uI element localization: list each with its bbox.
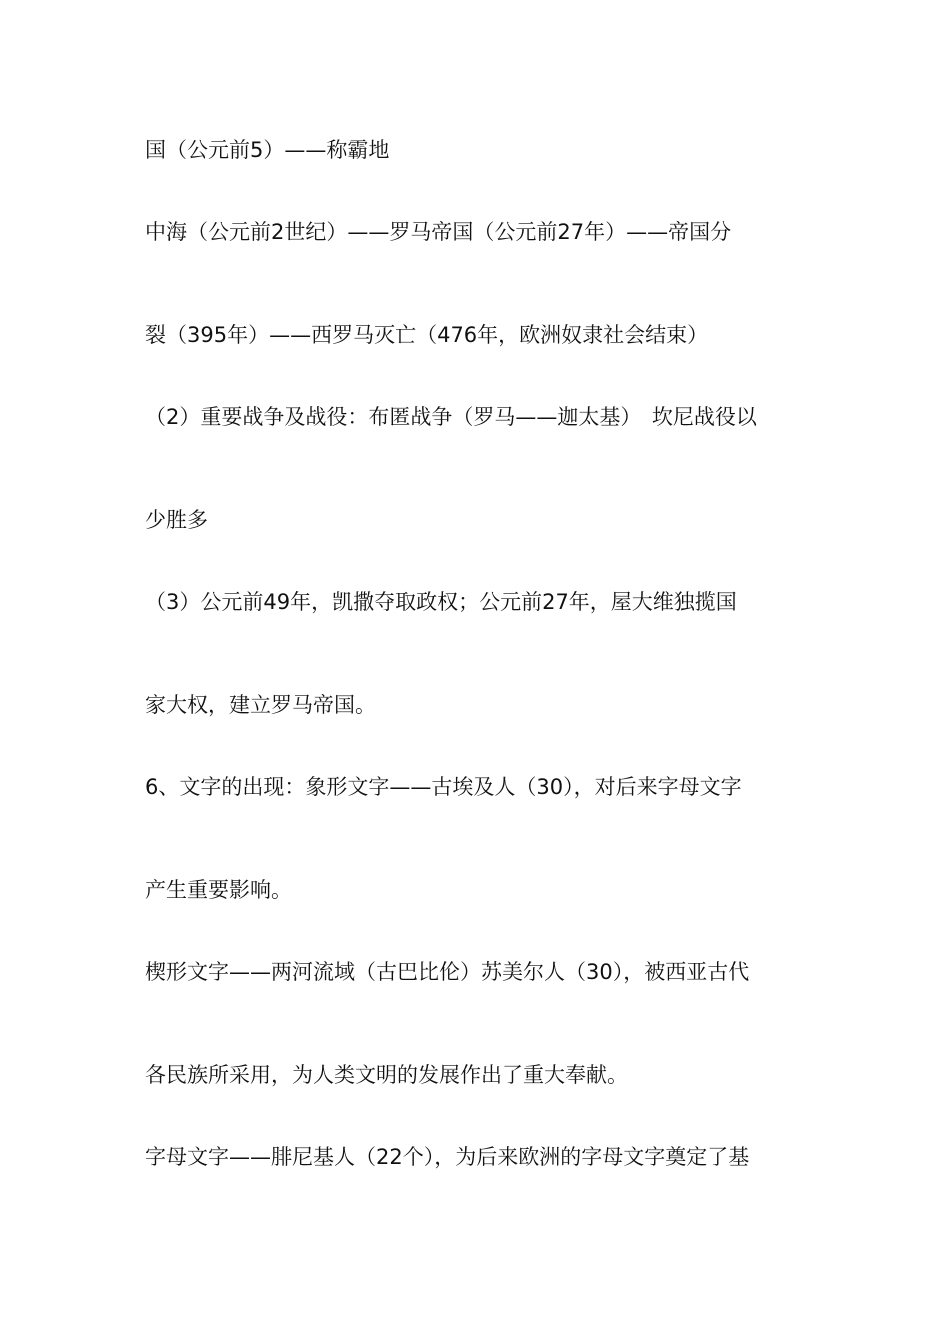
text-line: 少胜多 [145, 508, 208, 532]
text-line: 字母文字——腓尼基人（22个），为后来欧洲的字母文字奠定了基 [145, 1145, 750, 1169]
text-line: 裂（395年）——西罗马灭亡（476年，欧洲奴隶社会结束） [145, 323, 709, 347]
text-line: 楔形文字——两河流域（古巴比伦）苏美尔人（30），被西亚古代 [145, 960, 750, 984]
text-line: 6、文字的出现：象形文字——古埃及人（30），对后来字母文字 [145, 775, 742, 799]
text-line: 产生重要影响。 [145, 878, 292, 902]
text-line: 各民族所采用，为人类文明的发展作出了重大奉献。 [145, 1063, 628, 1087]
text-line: 中海（公元前2世纪）——罗马帝国（公元前27年）——帝国分 [145, 220, 732, 244]
text-line: 国（公元前5）——称霸地 [145, 138, 390, 162]
text-line: 家大权，建立罗马帝国。 [145, 693, 376, 717]
text-line: （2）重要战争及战役：布匿战争（罗马——迦太基） 坎尼战役以 [145, 405, 757, 429]
text-line: （3）公元前49年，凯撒夺取政权；公元前27年，屋大维独揽国 [145, 590, 737, 614]
